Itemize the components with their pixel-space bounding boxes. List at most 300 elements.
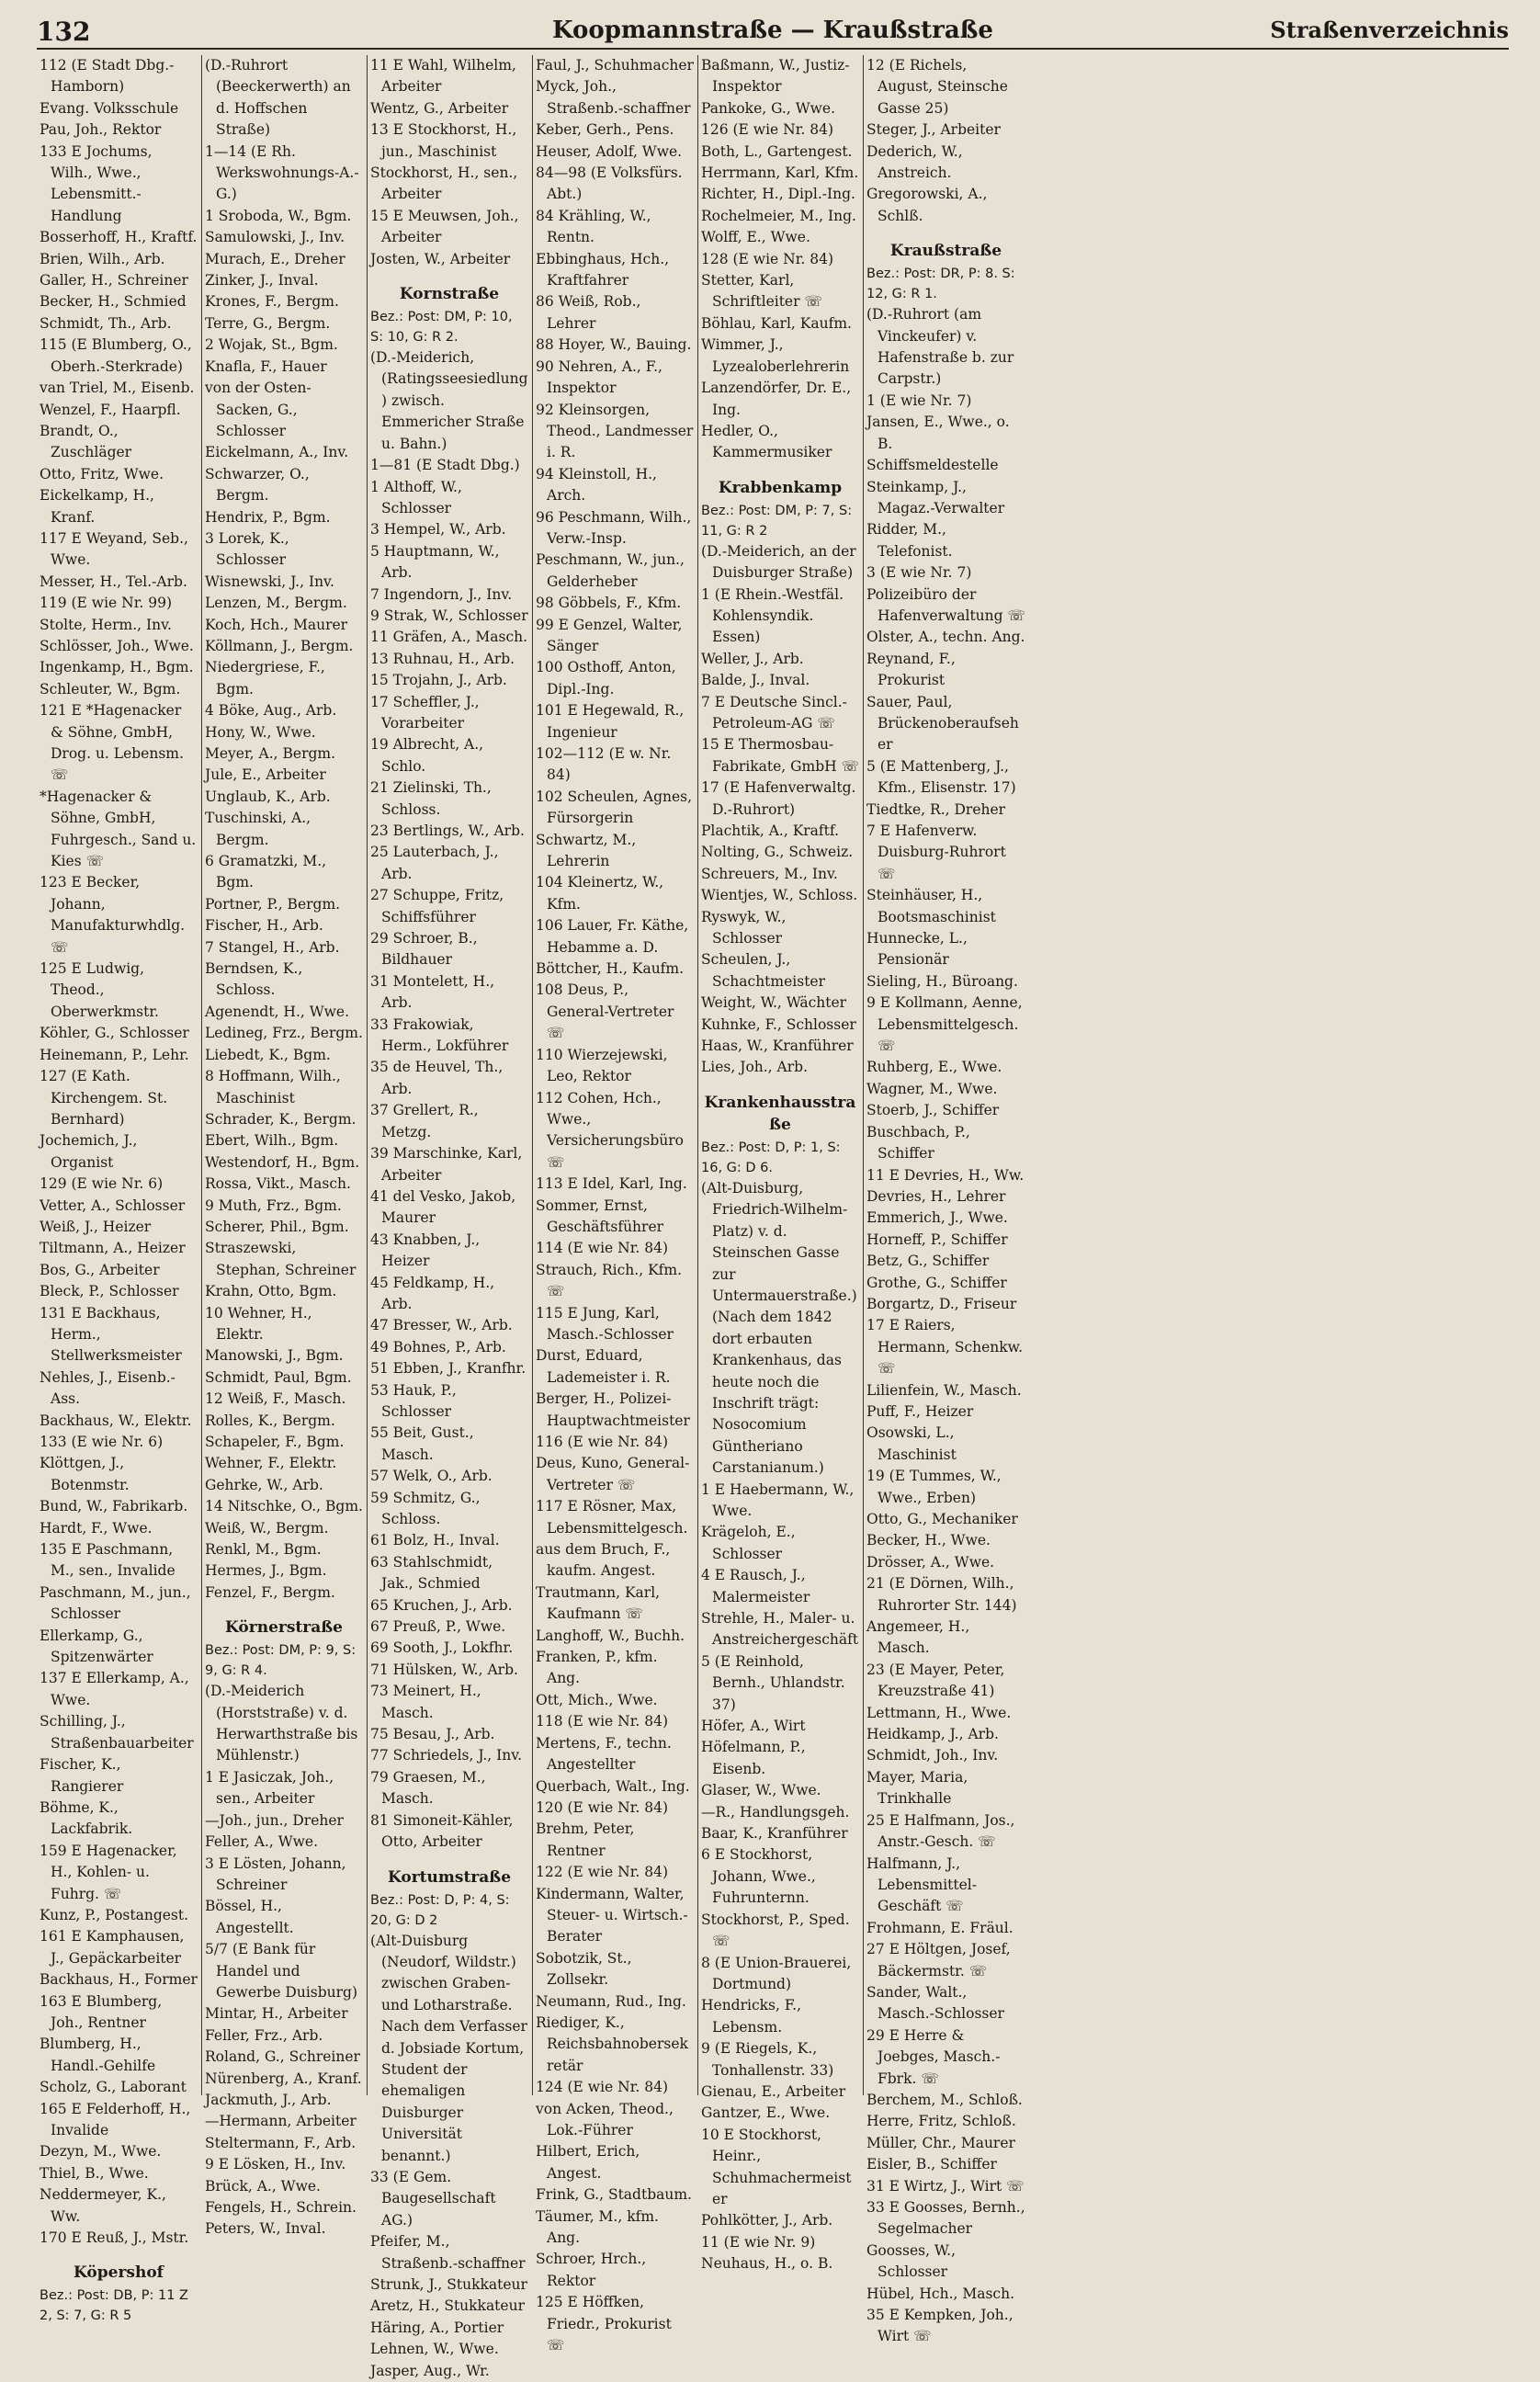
directory-entry: Paschmann, M., jun., Schlosser (40, 1583, 191, 1623)
directory-entry: Wientjes, W., Schloss. (701, 887, 858, 904)
directory-entry: Becker, H., Schmied (40, 293, 187, 311)
directory-entry: 55 Beit, Gust., Masch. (370, 1424, 474, 1463)
directory-entry: 159 E Hagenacker, H., Kohlen- u. Fuhrg. ☏ (40, 1842, 177, 1902)
directory-entry: Goosses, W., Schlosser (866, 2241, 957, 2281)
directory-entry: Wisnewski, J., Inv. (205, 573, 334, 590)
directory-entry: Berchem, M., Schloß. (866, 2091, 1023, 2108)
directory-entry: (D.-Meiderich, an der Duisburger Straße) (701, 542, 856, 582)
directory-entry: Otto, G., Mechaniker (866, 1511, 1018, 1527)
page-title: Koopmannstraße — Kraußstraße (552, 17, 993, 44)
directory-entry: 117 E Weyand, Seb., Wwe. (40, 529, 188, 569)
directory-entry: Peters, W., Inval. (205, 2220, 326, 2238)
directory-entry: 119 (E wie Nr. 99) (40, 595, 173, 612)
directory-entry: Köllmann, J., Bergm. (205, 637, 354, 654)
directory-entry: von der Osten-Sacken, G., Schlosser (205, 380, 311, 439)
directory-entry: Otto, Fritz, Wwe. (40, 465, 164, 482)
directory-entry: Krahn, Otto, Bgm. (205, 1283, 337, 1300)
directory-entry: Lenzen, M., Bergm. (205, 595, 347, 612)
directory-entry: Hübel, Hch., Masch. (866, 2285, 1015, 2302)
directory-entry: 1 (E wie Nr. 7) (866, 391, 972, 409)
directory-entry: 5 (E Reinhold, Bernh., Uhlandstr. 37) (701, 1652, 845, 1713)
directory-entry: Bund, W., Fabrikarb. (40, 1498, 188, 1515)
directory-entry: Buschbach, P., Schiffer (866, 1123, 970, 1163)
directory-entry: 29 Schroer, B., Bildhauer (370, 930, 478, 969)
directory-entry: 112 Cohen, Hch., Wwe., Versicherungsbüro ☏ (536, 1089, 684, 1171)
directory-entry: Weiß, J., Heizer (40, 1218, 152, 1235)
directory-entry: 51 Ebben, J., Kranfhr. (370, 1360, 527, 1378)
directory-entry: 100 Osthoff, Anton, Dipl.-Ing. (536, 659, 676, 698)
directory-entry: Hendrix, P., Bgm. (205, 508, 331, 526)
directory-entry: 3 E Lösten, Johann, Schreiner (205, 1855, 346, 1893)
directory-entry: 115 E Jung, Karl, Masch.-Schlosser (536, 1304, 674, 1343)
directory-entry: Tiedtke, R., Dreher (866, 800, 1006, 818)
directory-entry: Gantzer, E., Wwe. (701, 2104, 831, 2122)
directory-entry: Wimmer, J., Lyzealoberlehrerin (701, 336, 850, 375)
directory-entry: Schroer, Hrch., Rektor (536, 2251, 647, 2289)
directory-entry: Plachtik, A., Kraftf. (701, 822, 840, 839)
directory-entry: Schiffsmeldestelle (866, 457, 999, 474)
directory-entry: 108 Deus, P., General-Vertreter ☏ (536, 981, 674, 1042)
directory-entry: 81 Simoneit-Kähler, Otto, Arbeiter (370, 1811, 514, 1851)
directory-entry: Neuhaus, H., o. B. (701, 2255, 833, 2273)
directory-entry: Feller, A., Wwe. (205, 1833, 319, 1851)
directory-entry: Lettmann, H., Wwe. (866, 1704, 1012, 1721)
directory-entry: Bleck, P., Schlosser (40, 1283, 179, 1300)
directory-entry: Weight, W., Wächter (701, 994, 847, 1012)
directory-entry: Hony, W., Wwe. (205, 723, 316, 741)
directory-entry: Frohmann, E. Fräul. (866, 1919, 1013, 1936)
directory-entry: Josten, W., Arbeiter (370, 250, 511, 267)
directory-entry: 133 E Jochums, Wilh., Wwe., Lebensmitt.-Handlung (40, 142, 153, 224)
directory-entry: 5 (E Mattenberg, J., Kfm., Elisenstr. 17) (866, 757, 1016, 797)
district-note: Bez.: Post: DM, P: 7, S: 11, G: R 2 (701, 503, 853, 539)
directory-entry: Eickelkamp, H., Kranf. (40, 487, 154, 526)
directory-entry: Reynand, F., Prokurist (866, 650, 956, 689)
directory-entry: Täumer, M., kfm. Ang. (536, 2207, 659, 2247)
directory-entry: Böhlau, Karl, Kaufm. (701, 314, 852, 332)
directory-entry: 25 Lauterbach, J., Arb. (370, 844, 499, 882)
directory-entry: Berndsen, K., Schloss. (205, 960, 303, 999)
directory-entry: Niedergriese, F., Bgm. (205, 659, 325, 698)
directory-entry: 135 E Paschmann, M., sen., Invalide (40, 1541, 176, 1580)
directory-entry: 9 Muth, Frz., Bgm. (205, 1197, 342, 1214)
directory-entry: 71 Hülsken, W., Arb. (370, 1661, 518, 1678)
directory-entry: Blumberg, H., Handl.-Gehilfe (40, 2036, 156, 2074)
directory-entry: Strunk, J., Stukkateur (370, 2276, 527, 2293)
directory-entry: Weller, J., Arb. (701, 650, 804, 667)
directory-entry: Sobotzik, St., Zollsekr. (536, 1949, 632, 1989)
directory-entry: Terre, G., Bergm. (205, 314, 331, 332)
directory-entry: Ridder, M., Telefonist. (866, 521, 953, 560)
directory-entry: 79 Graesen, M., Masch. (370, 1768, 486, 1808)
directory-entry: 37 Grellert, R., Metzg. (370, 1102, 479, 1140)
directory-entry: 163 E Blumberg, Joh., Rentner (40, 1992, 163, 2031)
directory-entry: 31 Montelett, H., Arb. (370, 972, 495, 1012)
directory-entry: 13 Ruhnau, H., Arb. (370, 650, 515, 667)
directory-entry: Ruhberg, E., Wwe. (866, 1059, 1002, 1076)
directory-entry: Bos, G., Arbeiter (40, 1261, 160, 1278)
directory-entry: —Joh., jun., Dreher (205, 1811, 344, 1829)
directory-entry: Becker, H., Wwe. (866, 1532, 991, 1549)
directory-entry: (D.-Meiderich, (Ratingsseesiedlung) zwisch. Emmericher Straße u. Bahn.) (370, 349, 528, 452)
directory-entry: Fengels, H., Schrein. (205, 2199, 357, 2216)
directory-entry: 110 Wierzejewski, Leo, Rektor (536, 1046, 668, 1085)
directory-entry: Köhler, G., Schlosser (40, 1025, 189, 1042)
directory-entry: Wolff, E., Wwe. (701, 229, 810, 246)
directory-entry: Betz, G., Schiffer (866, 1253, 990, 1270)
directory-entry: (D.-Meiderich (Horststraße) v. d. Herwarthstraße bis Mühlenstr.) (205, 1683, 358, 1764)
directory-entry: Emmerich, J., Wwe. (866, 1209, 1008, 1227)
directory-entry: Backhaus, H., Former (40, 1971, 198, 1989)
directory-entry: Dederich, W., Anstreich. (866, 142, 963, 182)
directory-entry: Querbach, Walt., Ing. (536, 1777, 690, 1795)
directory-entry: Mertens, F., techn. Angestellter (536, 1734, 672, 1774)
directory-entry: Deus, Kuno, General-Vertreter ☏ (536, 1455, 690, 1493)
directory-entry: 98 Göbbels, F., Kfm. (536, 595, 682, 612)
directory-entry: Wagner, M., Wwe. (866, 1080, 998, 1097)
directory-entry: Murach, E., Dreher (205, 250, 345, 267)
directory-entry: Ingenkamp, H., Bgm. (40, 659, 194, 676)
directory-entry: 1 E Haebermann, W., Wwe. (701, 1480, 855, 1519)
directory-entry: Evang. Volksschule (40, 99, 179, 117)
street-heading: Kortumstraße (387, 1867, 512, 1887)
directory-entry: Herre, Fritz, Schloß. (866, 2113, 1016, 2130)
directory-entry: Strehle, H., Maler- u. Anstreichergeschäft (701, 1610, 859, 1649)
columns-container (37, 55, 1509, 2379)
directory-entry: Gehrke, W., Arb. (205, 1476, 323, 1493)
directory-entry: 57 Welk, O., Arb. (370, 1468, 493, 1485)
directory-entry: Ott, Mich., Wwe. (536, 1691, 658, 1708)
page-header (37, 13, 1509, 50)
directory-entry: Fenzel, F., Bergm. (205, 1583, 335, 1601)
directory-entry: Stetter, Karl, Schriftleiter ☏ (701, 272, 822, 311)
directory-entry: 7 E Deutsche Sincl.-Petroleum-AG ☏ (701, 693, 847, 732)
directory-entry: 3 (E wie Nr. 7) (866, 564, 972, 582)
directory-entry: Renkl, M., Bgm. (205, 1541, 322, 1559)
directory-entry: Angemeer, H., Masch. (866, 1618, 970, 1657)
directory-entry: 35 E Kempken, Joh., Wirt ☏ (866, 2307, 1013, 2345)
directory-entry: 170 E Reuß, J., Mstr. (40, 2229, 189, 2247)
directory-entry: Lilienfein, W., Masch. (866, 1381, 1022, 1399)
directory-entry: van Triel, M., Eisenb. (40, 380, 195, 397)
directory-entry: 8 Hoffmann, Wilh., Maschinist (205, 1068, 341, 1106)
directory-entry: 84—98 (E Volksfürs. Abt.) (536, 164, 683, 203)
directory-entry: Langhoff, W., Buchh. (536, 1627, 685, 1644)
street-heading: Körnerstraße (225, 1618, 343, 1638)
directory-entry: Frink, G., Stadtbaum. (536, 2186, 692, 2204)
directory-entry: Tiltmann, A., Heizer (40, 1240, 186, 1257)
directory-entry: Schmidt, Th., Arb. (40, 314, 172, 332)
page-number: 132 (37, 17, 91, 47)
directory-entry: 61 Bolz, H., Inval. (370, 1532, 500, 1549)
directory-entry: Osowski, L., Maschinist (866, 1424, 957, 1463)
column-5 (698, 55, 864, 2273)
directory-entry: 9 E Kollmann, Aenne, Lebensmittelgesch. ☏ (866, 994, 1023, 1055)
directory-entry: Schapeler, F., Bgm. (205, 1434, 345, 1450)
directory-entry: Puff, F., Heizer (866, 1402, 974, 1420)
directory-entry: Glaser, W., Wwe. (701, 1782, 821, 1799)
directory-entry: 63 Stahlschmidt, Jak., Schmied (370, 1553, 493, 1593)
directory-entry: 10 Wehner, H., Elektr. (205, 1304, 312, 1343)
directory-entry: Grothe, G., Schiffer (866, 1274, 1007, 1291)
directory-entry: Polizeibüro der Hafenverwaltung ☏ (866, 585, 1025, 624)
directory-entry: Krones, F., Bergm. (205, 293, 339, 311)
directory-entry: 29 E Herre & Joebges, Masch.-Fbrk. ☏ (866, 2026, 1001, 2087)
directory-entry: Neumann, Rud., Ing. (536, 1992, 686, 2010)
directory-entry: 49 Bohnes, P., Arb. (370, 1338, 506, 1355)
directory-entry: 1—14 (E Rh. Werkswohnungs-A.-G.) (205, 142, 359, 203)
directory-entry: 126 (E wie Nr. 84) (701, 121, 834, 139)
directory-entry: 125 E Ludwig, Theod., Oberwerkmstr. (40, 960, 159, 1020)
directory-entry: Steinkamp, J., Magaz.-Verwalter (866, 478, 1005, 516)
directory-entry: Lehnen, W., Wwe. (370, 2341, 499, 2358)
directory-entry: Rossa, Vikt., Masch. (205, 1175, 351, 1193)
directory-entry: 13 E Stockhorst, H., jun., Maschinist (370, 121, 517, 160)
directory-entry: Mintar, H., Arbeiter (205, 2005, 348, 2023)
directory-entry: 9 E Lösken, H., Inv. (205, 2156, 346, 2173)
directory-entry: 106 Lauer, Fr. Käthe, Hebamme a. D. (536, 917, 689, 956)
directory-entry: Franken, P., kfm. Ang. (536, 1649, 658, 1687)
directory-entry: 1 Sroboda, W., Bgm. (205, 207, 352, 224)
directory-entry: —Hermann, Arbeiter (205, 2113, 357, 2130)
directory-entry: Gienau, E., Arbeiter (701, 2082, 846, 2100)
directory-entry: 31 E Wirtz, J., Wirt ☏ (866, 2177, 1025, 2195)
directory-entry: 1 Althoff, W., Schlosser (370, 478, 462, 516)
directory-entry: 1—81 (E Stadt Dbg.) (370, 457, 520, 474)
street-heading: Kraußstraße (889, 242, 1002, 261)
directory-entry: Richter, H., Dipl.-Ing. (701, 186, 855, 203)
directory-entry: Unglaub, K., Arb. (205, 788, 331, 805)
directory-entry: Schlösser, Joh., Wwe. (40, 637, 194, 654)
directory-entry: Agenendt, H., Wwe. (205, 1003, 350, 1020)
directory-entry: Rolles, K., Bergm. (205, 1412, 335, 1429)
directory-entry: 77 Schriedels, J., Inv. (370, 1747, 523, 1764)
directory-entry: 47 Bresser, W., Arb. (370, 1317, 513, 1334)
directory-entry: Pfeifer, M., Straßenb.-schaffner (370, 2233, 526, 2272)
directory-entry: 122 (E wie Nr. 84) (536, 1864, 669, 1881)
directory-entry: 21 Zielinski, Th., Schloss. (370, 779, 492, 818)
directory-entry: 6 E Stockhorst, Johann, Wwe., Fuhrunternn. (701, 1846, 816, 1907)
directory-entry: Gregorowski, A., Schlß. (866, 186, 988, 224)
directory-entry: Nehles, J., Eisenb.-Ass. (40, 1368, 176, 1408)
directory-entry: Horneff, P., Schiffer (866, 1231, 1008, 1248)
street-heading: Köpershof (74, 2263, 164, 2283)
directory-entry: Nürenberg, A., Kranf. (205, 2070, 362, 2087)
directory-entry: Scholz, G., Laborant (40, 2079, 187, 2096)
directory-entry: Wenzel, F., Haarpfl. (40, 401, 181, 418)
directory-entry: Trautmann, Karl, Kaufmann ☏ (536, 1583, 661, 1623)
column-2 (202, 55, 368, 2238)
directory-entry: Hermes, J., Bgm. (205, 1562, 327, 1580)
directory-entry: Kunz, P., Postangest. (40, 1906, 189, 1923)
directory-entry: 27 Schuppe, Fritz, Schiffsführer (370, 887, 504, 925)
directory-entry: Hedler, O., Kammermusiker (701, 422, 832, 461)
directory-entry: 114 (E wie Nr. 84) (536, 1240, 669, 1257)
directory-entry: Ellerkamp, G., Spitzenwärter (40, 1627, 153, 1666)
directory-entry: Kindermann, Walter, Steuer- u. Wirtsch.-Berater (536, 1885, 688, 1945)
directory-entry: Brandt, O., Zuschläger (40, 422, 132, 461)
directory-entry: 33 Frakowiak, Herm., Lokführer (370, 1015, 509, 1055)
directory-entry: 123 E Becker, Johann, Manufakturwhdlg. ☏ (40, 874, 186, 956)
directory-entry: Roland, G., Schreiner (205, 2048, 360, 2066)
directory-entry: Halfmann, J., Lebensmittel-Geschäft ☏ (866, 1855, 977, 1915)
directory-entry: Heuser, Adolf, Wwe. (536, 142, 683, 160)
directory-entry: Devries, H., Lehrer (866, 1187, 1006, 1205)
directory-entry: Kuhnke, F., Schlosser (701, 1015, 856, 1033)
street-heading: Kornstraße (399, 285, 500, 304)
directory-entry: Samulowski, J., Inv. (205, 229, 345, 246)
directory-entry: 11 (E wie Nr. 9) (701, 2233, 816, 2251)
directory-entry: 165 E Felderhoff, H., Invalide (40, 2100, 191, 2138)
directory-entry: *Hagenacker & Söhne, GmbH, Fuhrgesch., Sand u. Kies ☏ (40, 788, 197, 870)
directory-entry: 65 Kruchen, J., Arb. (370, 1596, 513, 1614)
directory-entry: 45 Feldkamp, H., Arb. (370, 1274, 495, 1312)
directory-entry: Jule, E., Arbeiter (205, 766, 326, 784)
directory-entry: Ebert, Wilh., Bgm. (205, 1132, 339, 1150)
directory-entry: Jochemich, J., Organist (40, 1132, 138, 1171)
directory-entry: Bosserhoff, H., Kraftf. (40, 229, 198, 246)
directory-entry: 3 Hempel, W., Arb. (370, 521, 506, 539)
directory-entry: 5 Hauptmann, W., Arb. (370, 542, 500, 582)
directory-entry: Ledineg, Frz., Bergm. (205, 1025, 363, 1042)
directory-entry: Portner, P., Bergm. (205, 895, 341, 913)
directory-entry: 17 (E Hafenverwaltg. D.-Ruhrort) (701, 779, 856, 818)
directory-entry: (Alt-Duisburg, Friedrich-Wilhelm-Platz) v. d. Steinschen Gasse zur Untermauerstraße.) (Nach dem 1842 dort erbauten Krankenhaus, das heute noch die Inschrift trägt: Nosocomium Güntheriano Carstanianum.) (701, 1179, 857, 1477)
directory-entry: 101 E Hegewald, R., Ingenieur (536, 702, 685, 741)
directory-entry: Mayer, Maria, Trinkhalle (866, 1768, 968, 1808)
directory-entry: 127 (E Kath. Kirchengem. St. Bernhard) (40, 1068, 168, 1128)
directory-entry: Lies, Joh., Arb. (701, 1059, 808, 1076)
directory-entry: 96 Peschmann, Wilh., Verw.-Insp. (536, 508, 692, 547)
directory-entry: 4 Böke, Aug., Arb. (205, 702, 337, 720)
directory-entry: 116 (E wie Nr. 84) (536, 1434, 669, 1450)
district-note: Bez.: Post: DR, P: 8. S: 12, G: R 1. (866, 267, 1015, 302)
directory-entry: Strauch, Rich., Kfm. ☏ (536, 1261, 683, 1300)
directory-entry: Häring, A., Portier (370, 2319, 504, 2336)
directory-entry: Krägeloh, E., Schlosser (701, 1524, 796, 1562)
district-note: Bez.: Post: DM, P: 9, S: 9, G: R 4. (205, 1643, 357, 1679)
directory-entry: 1 E Jasiczak, Joh., sen., Arbeiter (205, 1768, 334, 1808)
directory-entry: 7 E Hafenverw. Duisburg-Ruhrort ☏ (866, 822, 1006, 882)
column-4 (533, 55, 698, 2354)
directory-entry: Eisler, B., Schiffer (866, 2156, 997, 2173)
street-heading: Krabbenkamp (718, 478, 843, 497)
directory-entry: Ebbinghaus, Hch., Kraftfahrer (536, 250, 670, 289)
directory-entry: Herrmann, Karl, Kfm. (701, 164, 859, 182)
directory-entry: 133 (E wie Nr. 6) (40, 1434, 164, 1450)
directory-entry: 102—112 (E w. Nr. 84) (536, 745, 672, 784)
directory-entry: Pohlkötter, J., Arb. (701, 2212, 833, 2229)
directory-entry: Liebedt, K., Bgm. (205, 1046, 331, 1063)
directory-entry: 11 Gräfen, A., Masch. (370, 629, 528, 646)
directory-entry: Klöttgen, J., Botenmstr. (40, 1455, 130, 1493)
directory-entry: 102 Scheulen, Agnes, Fürsorgerin (536, 788, 693, 827)
directory-entry: 128 (E wie Nr. 84) (701, 250, 834, 267)
directory-entry: Jasper, Aug., Wr. (370, 2362, 490, 2379)
directory-entry: 113 E Idel, Karl, Ing. (536, 1175, 687, 1193)
directory-entry: 9 Strak, W., Schlosser (370, 607, 528, 624)
directory-entry: 17 E Raiers, Hermann, Schenkw. ☏ (866, 1317, 1024, 1378)
directory-entry: Heinemann, P., Lehr. (40, 1046, 189, 1063)
directory-entry: 161 E Kamphausen, J., Gepäckarbeiter (40, 1928, 185, 1967)
directory-entry: 84 Krähling, W., Rentn. (536, 207, 651, 246)
directory-entry: Stoerb, J., Schiffer (866, 1102, 1000, 1119)
directory-entry: Zinker, J., Inval. (205, 272, 319, 289)
directory-entry: Heidkamp, J., Arb. (866, 1726, 999, 1743)
directory-entry: Hendricks, F., Lebensm. (701, 1997, 802, 2036)
directory-entry: 53 Hauk, P., Schlosser (370, 1381, 457, 1420)
directory-entry: 69 Sooth, J., Lokfhr. (370, 1639, 514, 1657)
directory-entry: Steinhäuser, H., Bootsmaschinist (866, 887, 996, 925)
directory-entry: 15 Trojahn, J., Arb. (370, 672, 507, 689)
district-note: Bez.: Post: D, P: 1, S: 16, G: D 6. (701, 1140, 841, 1175)
directory-entry: Baßmann, W., Justiz-Inspektor (701, 57, 850, 96)
directory-entry: Tuschinski, A., Bergm. (205, 810, 311, 848)
directory-entry: Drösser, A., Wwe. (866, 1553, 995, 1571)
directory-entry: 39 Marschinke, Karl, Arbeiter (370, 1145, 523, 1184)
directory-entry: Knafla, F., Hauer (205, 357, 327, 375)
directory-entry: Galler, H., Schreiner (40, 272, 188, 289)
directory-entry: Hardt, F., Wwe. (40, 1519, 153, 1537)
directory-entry: Sieling, H., Büroang. (866, 972, 1018, 990)
directory-entry: Brück, A., Wwe. (205, 2177, 321, 2195)
district-note: Bez.: Post: D, P: 4, S: 20, G: D 2 (370, 1892, 510, 1928)
directory-entry: Scherer, Phil., Bgm. (205, 1218, 349, 1235)
directory-entry: Fischer, H., Arb. (205, 917, 323, 935)
directory-entry: Messer, H., Tel.-Arb. (40, 573, 187, 590)
directory-entry: Sander, Walt., Masch.-Schlosser (866, 1983, 1004, 2023)
directory-entry: 35 de Heuvel, Th., Arb. (370, 1059, 504, 1097)
directory-entry: Aretz, H., Stukkateur (370, 2297, 525, 2315)
directory-entry: 14 Nitschke, O., Bgm. (205, 1498, 363, 1515)
directory-entry: Olster, A., techn. Ang. (866, 629, 1025, 646)
directory-entry: Keber, Gerh., Pens. (536, 121, 674, 139)
directory-entry: Steger, J., Arbeiter (866, 121, 1001, 139)
directory-entry: 19 (E Tummes, W., Wwe., Erben) (866, 1468, 1002, 1506)
directory-entry: 10 E Stockhorst, Heinr., Schuhmachermeister (701, 2126, 852, 2207)
directory-entry: Wehner, F., Elektr. (205, 1455, 337, 1472)
directory-entry: 43 Knabben, J., Heizer (370, 1231, 481, 1270)
directory-entry: 99 E Genzel, Walter, Sänger (536, 616, 683, 654)
directory-entry: 25 E Halfmann, Jos., Anstr.-Gesch. ☏ (866, 1811, 1015, 1851)
directory-entry: Jackmuth, J., Arb. (205, 2091, 332, 2108)
directory-entry: Thiel, B., Wwe. (40, 2164, 149, 2182)
directory-entry: 12 Weiß, F., Masch. (205, 1390, 346, 1408)
directory-entry: Borgartz, D., Friseur (866, 1295, 1017, 1312)
directory-entry: 112 (E Stadt Dbg.-Hamborn) (40, 57, 175, 96)
directory-entry: Bössel, H., Angestellt. (205, 1898, 294, 1936)
directory-entry: von Acken, Theod., Lok.-Führer (536, 2100, 674, 2138)
directory-entry: 137 E Ellerkamp, A., Wwe. (40, 1670, 189, 1708)
directory-entry: Schmidt, Joh., Inv. (866, 1747, 999, 1764)
directory-entry: (D.-Ruhrort (Beeckerwerth) an d. Hoffschen Straße) (205, 57, 351, 139)
column-1 (37, 55, 202, 2324)
directory-entry: Hilbert, Erich, Angest. (536, 2143, 640, 2182)
directory-entry: Schreuers, M., Inv. (701, 865, 838, 882)
directory-entry: —R., Handlungsgeh. (701, 1803, 850, 1821)
directory-entry: Lanzendörfer, Dr. E., Ing. (701, 380, 852, 418)
street-heading: Krankenhausstraße (704, 1093, 856, 1134)
directory-entry: 27 E Höltgen, Josef, Bäckermstr. ☏ (866, 1941, 1011, 1979)
directory-entry: Stockhorst, P., Sped. ☏ (701, 1911, 850, 1950)
directory-entry: 92 Kleinsorgen, Theod., Landmesser i. R. (536, 401, 694, 461)
directory-entry: Böhme, K., Lackfabrik. (40, 1798, 133, 1838)
directory-entry: 125 E Höffken, Friedr., Prokurist ☏ (536, 2294, 672, 2354)
directory-entry: Böttcher, H., Kaufm. (536, 960, 685, 978)
directory-entry: Schwartz, M., Lehrerin (536, 831, 637, 870)
directory-entry: 4 E Rausch, J., Malermeister (701, 1567, 810, 1605)
directory-entry: 7 Stangel, H., Arb. (205, 938, 340, 956)
